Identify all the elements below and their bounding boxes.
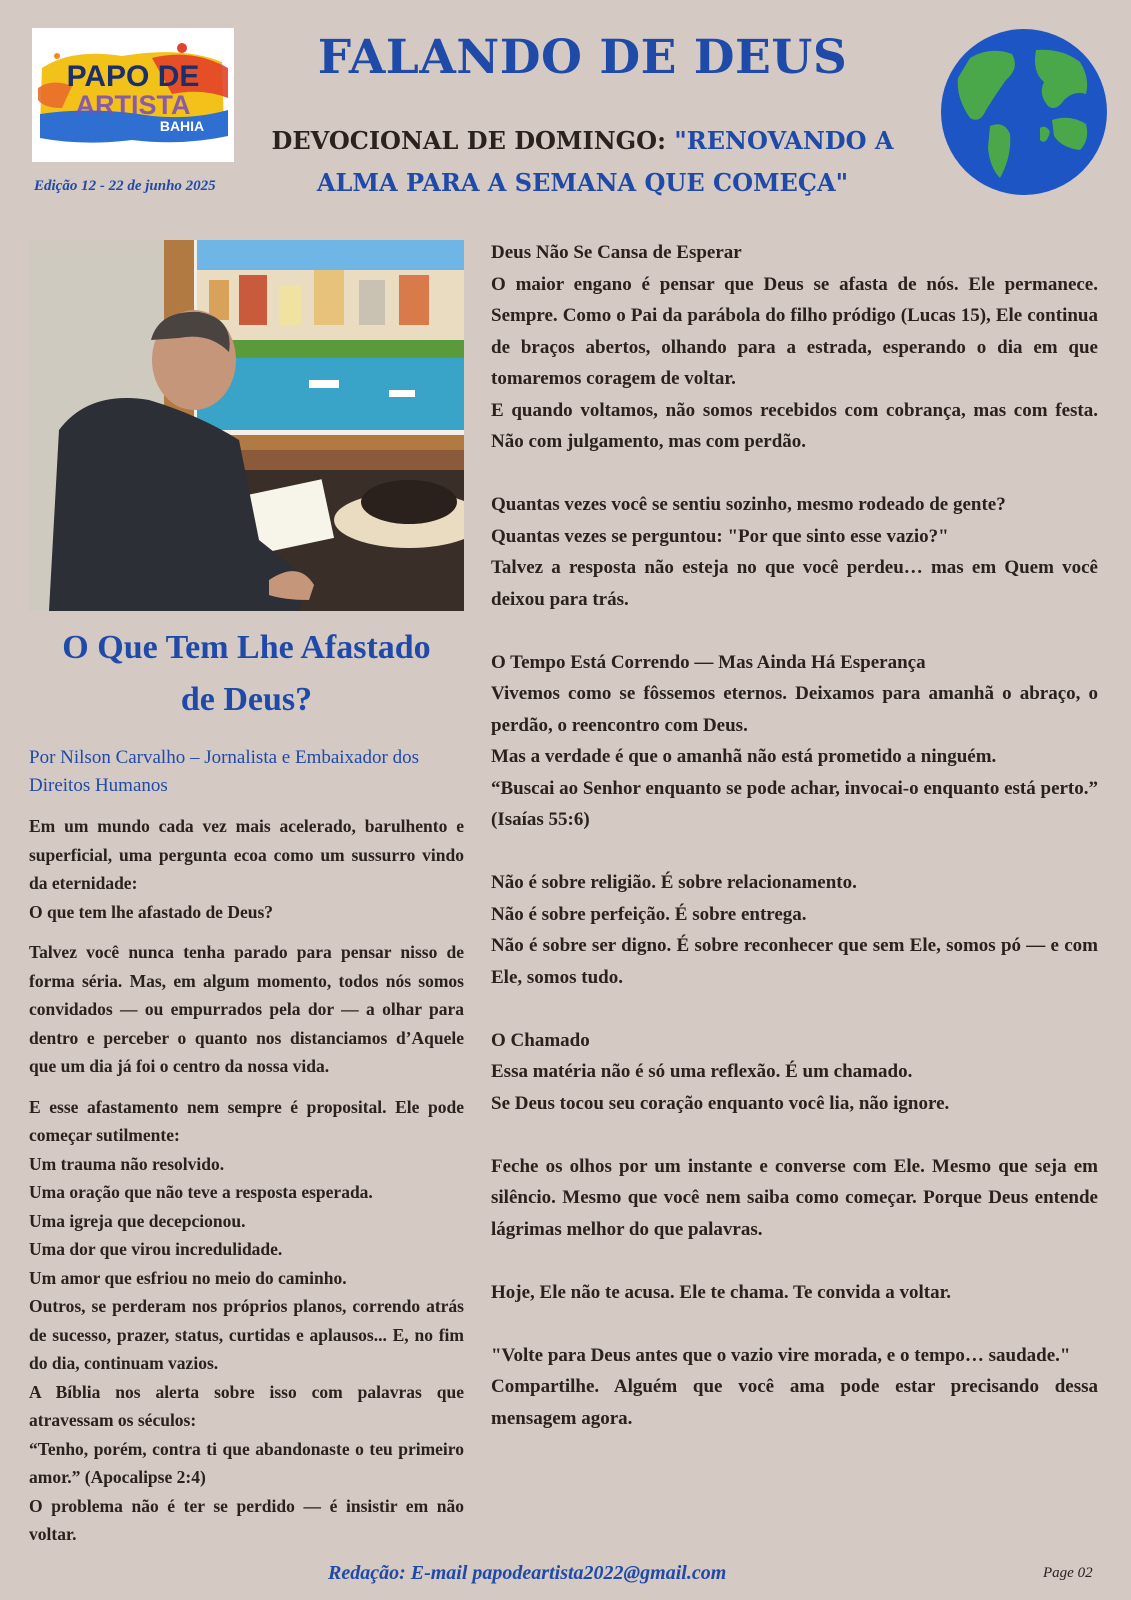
page-title: FALANDO DE DEUS <box>317 30 848 85</box>
author-photo <box>29 240 464 611</box>
section-heading: O Tempo Está Correndo — Mas Ainda Há Esperança <box>491 651 926 673</box>
article-right-column <box>491 237 1098 1434</box>
spacer <box>491 836 1098 868</box>
scripture-quote: “Buscai ao Senhor enquanto se pode achar, invocai-o enquanto está perto.” (Isaías 55:6) <box>491 777 1099 830</box>
paragraph-line: Uma oração que não teve a resposta esperada. <box>29 1182 373 1202</box>
paragraph-line: Uma igreja que decepcionou. <box>29 1210 246 1231</box>
logo-text-papo-de: PAPO DE <box>66 60 200 93</box>
spacer <box>491 993 1098 1025</box>
section-heading: Deus Não Se Cansa de Esperar <box>491 242 742 263</box>
section-heading: O Chamado <box>491 1029 590 1051</box>
article-title-line-2: de Deus? <box>180 681 313 718</box>
subtitle-quote-part-2: ALMA PARA A SEMANA QUE COMEÇA" <box>316 168 849 197</box>
paragraph <box>29 1093 464 1549</box>
logo-text-artista: ARTISTA <box>75 90 191 120</box>
paragraph-line: O maior engano é pensar que Deus se afasta de nós. Ele permanece. Sempre. Como o Pai da parábola do filho pródigo (Lucas 15), Ele continua de braços abertos, olhando para a estrada, esperando o dia em que tomaremos coragem de voltar. <box>491 273 1098 389</box>
paragraph <box>29 938 464 1081</box>
paragraph-line: E quando voltamos, não somos recebidos com cobrança, mas com festa. Não com julgamento, mas com perdão. <box>491 399 1098 452</box>
paragraph-line: Quantas vezes se perguntou: "Por que sinto esse vazio?" <box>491 525 949 547</box>
page-subtitle <box>270 120 895 204</box>
paragraph-line: Um amor que esfriou no meio do caminho. <box>29 1267 347 1288</box>
paragraph-line: Compartilhe. Alguém que você ama pode estar precisando dessa mensagem agora. <box>491 1376 1098 1429</box>
paragraph-line: Em um mundo cada vez mais acelerado, barulhento e superficial, uma pergunta ecoa como um sussurro vindo da eternidade: <box>29 816 464 893</box>
paragraph-line: Talvez a resposta não esteja no que você perdeu… mas em Quem você deixou para trás. <box>491 557 1098 610</box>
article-byline: Por Nilson Carvalho – Jornalista e Embaixador dos Direitos Humanos <box>29 747 419 796</box>
article-left-column <box>29 812 464 1561</box>
paragraph-line: Não é sobre religião. É sobre relacionamento. <box>491 872 857 893</box>
closing-quote: "Volte para Deus antes que o vazio vire morada, e o tempo… saudade." <box>491 1344 1071 1366</box>
paragraph-line: Se Deus tocou seu coração enquanto você lia, não ignore. <box>491 1092 950 1114</box>
paragraph-line: Hoje, Ele não te acusa. Ele te chama. Te convida a voltar. <box>491 1281 952 1303</box>
paragraph-line: O que tem lhe afastado de Deus? <box>29 901 274 922</box>
logo-text-bahia: BAHIA <box>159 118 205 134</box>
paragraph-line: E esse afastamento nem sempre é proposital. Ele pode começar sutilmente: <box>29 1096 464 1145</box>
page-number: Page 02 <box>1043 1565 1093 1581</box>
paragraph-line: Uma dor que virou incredulidade. <box>29 1239 283 1259</box>
article-title <box>29 622 464 726</box>
spacer <box>491 1308 1098 1340</box>
paragraph-line: O problema não é ter se perdido — é insistir em não voltar. <box>29 1495 464 1544</box>
spacer <box>491 1119 1098 1151</box>
article-title-line-1: O Que Tem Lhe Afastado <box>62 629 431 666</box>
paragraph-line: Um trauma não resolvido. <box>29 1153 225 1174</box>
paragraph-line: Mas a verdade é que o amanhã não está prometido a ninguém. <box>491 746 997 767</box>
spacer <box>491 1245 1098 1277</box>
paragraph-line: Não é sobre perfeição. É sobre entrega. <box>491 903 807 925</box>
paragraph-line: Outros, se perderam nos próprios planos, correndo atrás de sucesso, prazer, status, curtidas e aplausos... E, no fim do dia, continuam vazios. <box>29 1296 464 1373</box>
paragraph-line: A Bíblia nos alerta sobre isso com palavras que atravessam os séculos: <box>29 1381 464 1430</box>
papo-de-artista-logo <box>32 28 234 162</box>
paragraph-line: Talvez você nunca tenha parado para pensar nisso de forma séria. Mas, em algum momento, todos nós somos convidados — ou empurrados pela dor — a olhar para dentro e perceber o quanto nos distanciamos d’Aquele que um dia já foi o centro da nossa vida. <box>29 942 464 1076</box>
spacer <box>491 615 1098 647</box>
paragraph-line: Quantas vezes você se sentiu sozinho, mesmo rodeado de gente? <box>491 494 1006 515</box>
globe-icon <box>940 28 1108 196</box>
footer-contact: Redação: E-mail papodeartista2022@gmail.com <box>328 1562 727 1584</box>
paragraph-line: Não é sobre ser digno. É sobre reconhecer que sem Ele, somos pó — e com Ele, somos tudo. <box>491 935 1098 988</box>
paragraph-line: Feche os olhos por um instante e converse com Ele. Mesmo que seja em silêncio. Mesmo que você nem saiba como começar. Porque Deus entende lágrimas melhor do que palavras. <box>491 1155 1098 1240</box>
paragraph <box>29 812 464 926</box>
edition-date: Edição 12 - 22 de junho 2025 <box>34 178 216 194</box>
paragraph-line: Essa matéria não é só uma reflexão. É um chamado. <box>491 1061 913 1082</box>
subtitle-quote-part-1: "RENOVANDO A <box>674 126 894 155</box>
paragraph-line: “Tenho, porém, contra ti que abandonaste o teu primeiro amor.” (Apocalipse 2:4) <box>29 1438 464 1487</box>
paragraph-line: Vivemos como se fôssemos eternos. Deixamos para amanhã o abraço, o perdão, o reencontro com Deus. <box>491 683 1098 736</box>
spacer <box>491 458 1098 490</box>
subtitle-label: DEVOCIONAL DE DOMINGO: <box>271 126 675 155</box>
